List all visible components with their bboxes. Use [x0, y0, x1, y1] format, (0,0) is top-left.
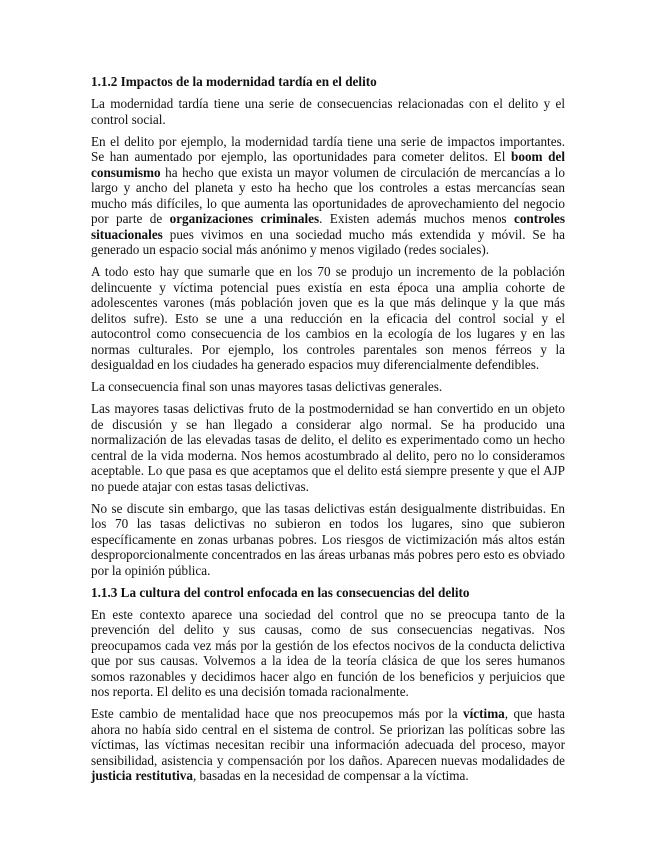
paragraph-sociedad-control: En este contexto aparece una sociedad del control que no se preocupa tanto de la prevención del delito y sus causas, como de sus consecuencias negativas. Nos preocupamos cada vez más por la gestión de los efectos nocivos de la conducta delictiva que por sus causas. Volvemos a la idea de la teoría clásica de que los seres humanos somos razonables y decidimos hacer algo en función de los beneficios y perjuicios que nos reporta. El delito es una decisión tomada racionalmente.: [91, 606, 565, 699]
section-heading-impactos: 1.1.2 Impactos de la modernidad tardía en el delito: [91, 74, 377, 89]
text-segment: Este cambio de mentalidad hace que nos preocupemos más por la: [91, 706, 464, 721]
text-segment: . Existen además muchos menos: [319, 211, 514, 226]
bold-term-victima: víctima: [463, 706, 505, 721]
section-heading-cultura-control: 1.1.3 La cultura del control enfocada en las consecuencias del delito: [91, 584, 470, 600]
paragraph-normalizacion: Las mayores tasas delictivas fruto de la postmodernidad se han convertido en un objeto de discusión y se han llegado a considerar algo normal. Se ha producido una normalización de las elevadas tasas de delito, el delito es experimentado como un hecho central de la vida moderna. Nos hemos acostumbrado al delito, pero no lo consideramos aceptable. Lo que pasa es que aceptamos que el delito está siempre presente y que el AJP no puede atajar con estas tasas delictivas.: [91, 401, 565, 494]
paragraph-impactos: [91, 134, 565, 258]
paragraph-consecuencia-final: La consecuencia final son unas mayores tasas delictivas generales.: [91, 379, 443, 394]
text-segment: En el delito por ejemplo, la modernidad tardía tiene una serie de impactos importantes. Se han aumentado por ejemplo, las oportunidades para cometer delitos. El: [91, 133, 565, 164]
text-segment: pues vivimos en una sociedad mucho más extendida y móvil. Se ha generado un espacio social más anónimo y menos vigilado (redes sociales).: [91, 226, 565, 257]
bold-term-boom-consumismo: boom del consumismo: [91, 149, 565, 180]
document-page: [91, 74, 565, 790]
text-segment: , que hasta ahora no había sido central en el sistema de control. Se priorizan las políticas sobre las víctimas, las víctimas necesitan recibir una información adecuada del proceso, mayor sensibilidad, asistencia y compensación por los daños. Aparecen nuevas modalidades de: [91, 706, 565, 768]
paragraph-anos-70: A todo esto hay que sumarle que en los 70 se produjo un incremento de la población delincuente y víctima potencial pues existía en esta época una amplia cohorte de adolescentes varones (más población joven que es la que más delinque y la que más delitos sufre). Esto se une a una reducción en la eficacia del control social y el autocontrol como consecuencia de los cambios en la ecología de los lugares y en las normas culturales. Por ejemplo, los controles parentales son menos férreos y la desigualdad en los ciudades ha generado espacios muy diferencialmente defendibles.: [91, 264, 565, 372]
paragraph-victima: [91, 706, 565, 784]
paragraph-intro: La modernidad tardía tiene una serie de consecuencias relacionadas con el delito y el control social.: [91, 96, 565, 127]
text-segment: ha hecho que exista un mayor volumen de circulación de mercancías a lo largo y ancho del planeta y esto ha hecho que los controles a estas mercancías sean mucho más difíciles, lo que aumenta las oportunidades de aprovechamiento del negocio por parte de: [91, 164, 565, 226]
bold-term-justicia-restitutiva: justicia restitutiva: [91, 768, 193, 783]
bold-term-controles-situacionales: controles situacionales: [91, 211, 565, 242]
text-segment: , basadas en la necesidad de compensar a la víctima.: [192, 768, 469, 783]
paragraph-distribucion: No se discute sin embargo, que las tasas delictivas están desigualmente distribuidas. En los 70 las tasas delictivas no subieron en todos los lugares, sino que subieron específicamente en zonas urbanas pobres. Los riesgos de victimización más altos están desproporcionalmente concentrados en las áreas urbanas más pobres pero esto es obviado por la opinión pública.: [91, 500, 565, 578]
bold-term-organizaciones-criminales: organizaciones criminales: [169, 211, 320, 226]
